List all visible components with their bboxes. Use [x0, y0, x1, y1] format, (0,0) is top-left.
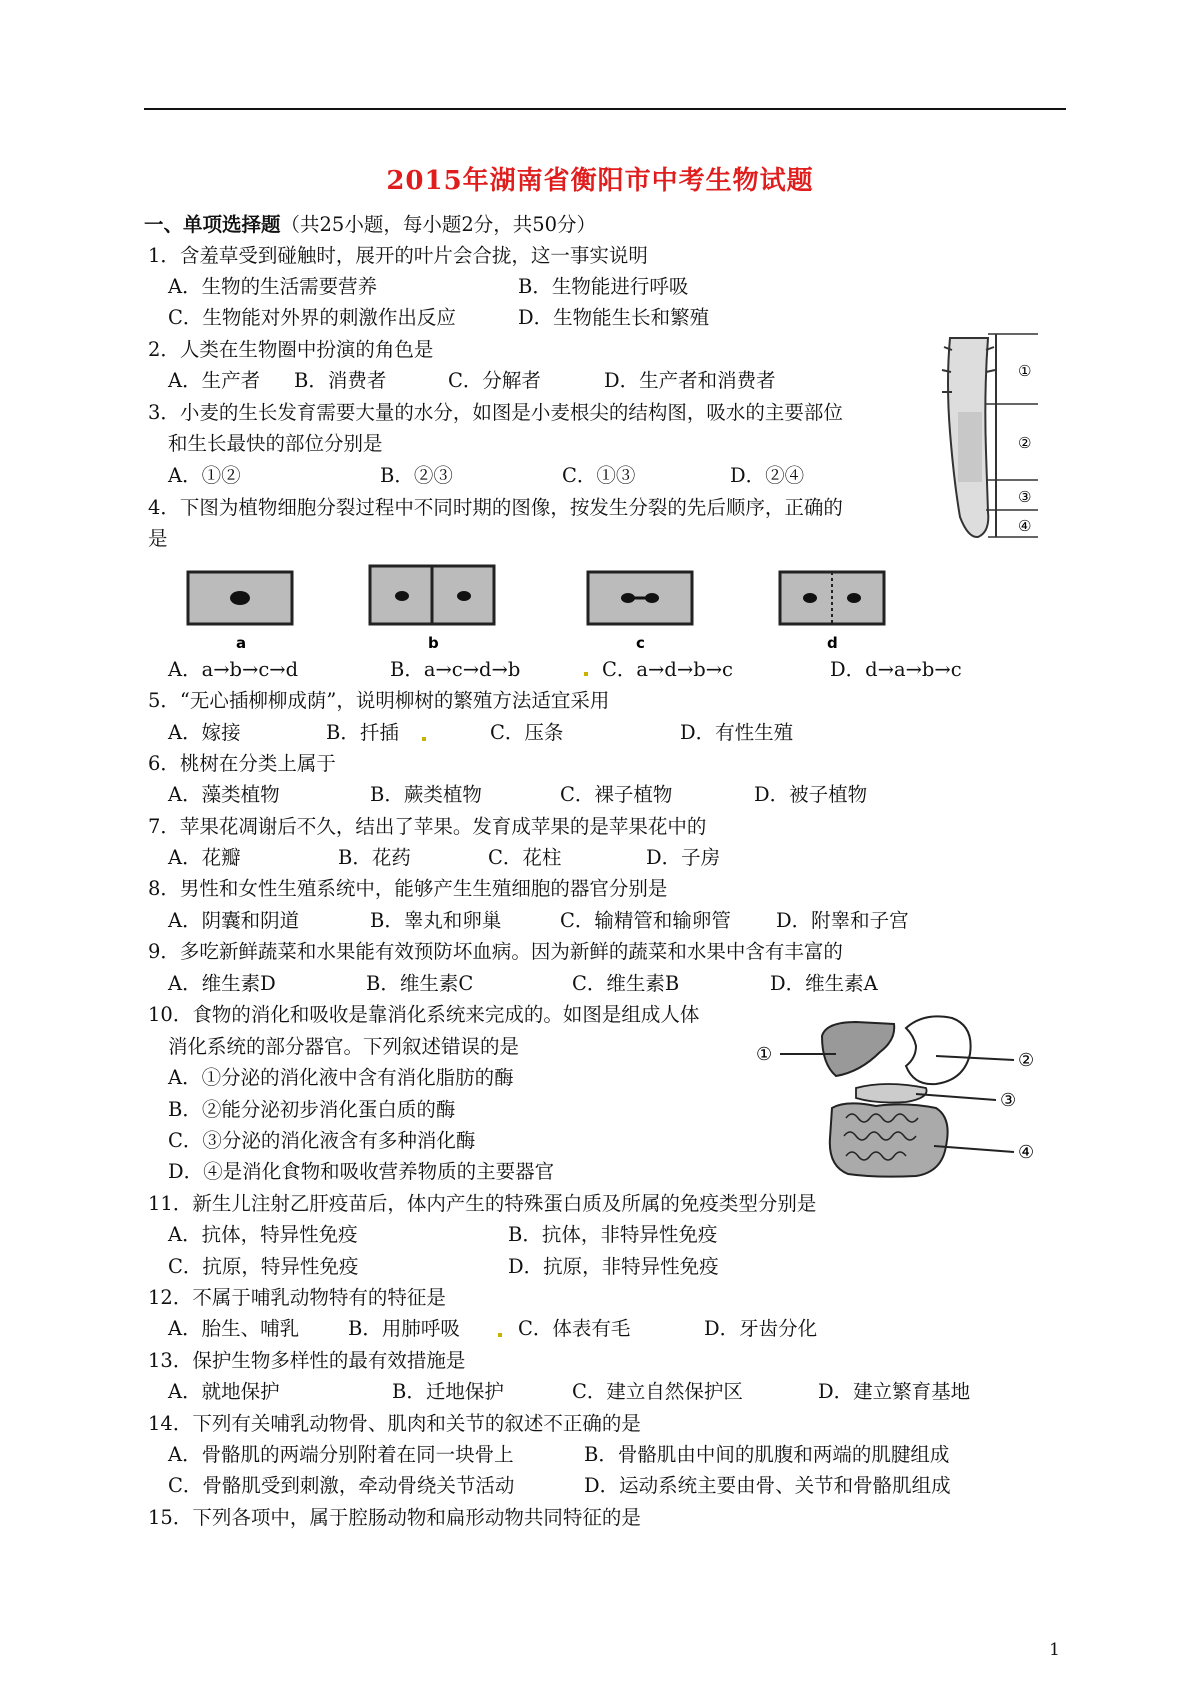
option: C．裸子植物 [560, 783, 673, 806]
option: B．抗体，非特异性免疫 [508, 1223, 718, 1246]
option: B．蕨类植物 [370, 783, 482, 806]
digest-label-4: ④ [1018, 1142, 1035, 1163]
option: D．生物能生长和繁殖 [518, 306, 710, 329]
digestive-organs-figure [756, 1006, 1046, 1182]
option: C．体表有毛 [518, 1317, 631, 1340]
question-stem-cont: 消化系统的部分器官。下列叙述错误的是 [168, 1035, 520, 1058]
option: C．压条 [490, 721, 564, 744]
page-title: 2015年湖南省衡阳市中考生物试题 [386, 166, 814, 196]
option: D．d→a→b→c [830, 658, 962, 681]
cell-division-figure [170, 556, 940, 656]
section-heading [144, 213, 596, 237]
option: C．a→d→b→c [602, 658, 733, 681]
option: B．用肺呼吸 [348, 1317, 460, 1340]
option: A．生物的生活需要营养 [168, 275, 378, 298]
option: A．就地保护 [168, 1380, 280, 1403]
question-stem: 3．小麦的生长发育需要大量的水分，如图是小麦根尖的结构图，吸水的主要部位 [148, 401, 843, 424]
option: D．抗原，非特异性免疫 [508, 1255, 719, 1278]
question-stem: 7．苹果花凋谢后不久，结出了苹果。发育成苹果的是苹果花中的 [148, 815, 707, 838]
option: D．④是消化食物和吸收营养物质的主要器官 [168, 1160, 555, 1183]
option: C．①③ [562, 464, 636, 487]
question-stem: 2．人类在生物圈中扮演的角色是 [148, 338, 434, 361]
root-label-1: ① [1018, 362, 1032, 380]
cell-label-a: a [236, 634, 247, 652]
option: A．胎生、哺乳 [168, 1317, 300, 1340]
option: B．消费者 [294, 369, 387, 392]
option: C．骨骼肌受到刺激，牵动骨绕关节活动 [168, 1474, 515, 1497]
root-label-4: ④ [1018, 517, 1032, 535]
cell-label-c: c [636, 634, 645, 652]
mark-dot [584, 672, 588, 676]
option: B．睾丸和卵巢 [370, 909, 502, 932]
question-stem: 4．下图为植物细胞分裂过程中不同时期的图像，按发生分裂的先后顺序，正确的 [148, 496, 843, 519]
option: A．骨骼肌的两端分别附着在同一块骨上 [168, 1443, 514, 1466]
option: B．②③ [380, 464, 453, 487]
option: C．分解者 [448, 369, 541, 392]
option: C．生物能对外界的刺激作出反应 [168, 306, 456, 329]
mark-dot [422, 737, 426, 741]
option: A．①分泌的消化液中含有消化脂肪的酶 [168, 1066, 514, 1089]
option: A．藻类植物 [168, 783, 280, 806]
option: B．②能分泌初步消化蛋白质的酶 [168, 1098, 456, 1121]
digest-label-3: ③ [1000, 1090, 1017, 1111]
question-stem: 1．含羞草受到碰触时，展开的叶片会合拢，这一事实说明 [148, 244, 648, 267]
option: C．花柱 [488, 846, 562, 869]
digest-label-2: ② [1018, 1050, 1035, 1071]
option: A．维生素D [168, 972, 276, 995]
option: A．嫁接 [168, 721, 241, 744]
question-stem: 9．多吃新鲜蔬菜和水果能有效预防坏血病。因为新鲜的蔬菜和水果中含有丰富的 [148, 940, 843, 963]
option: A．a→b→c→d [168, 658, 299, 681]
question-stem: 15．下列各项中，属于腔肠动物和扁形动物共同特征的是 [148, 1506, 641, 1529]
option: B．骨骼肌由中间的肌腹和两端的肌腱组成 [584, 1443, 950, 1466]
option: D．有性生殖 [680, 721, 794, 744]
question-stem: 6．桃树在分类上属于 [148, 752, 336, 775]
option: B．花药 [338, 846, 411, 869]
cell-label-b: b [428, 634, 439, 652]
question-stem: 5．“无心插柳柳成荫”，说明柳树的繁殖方法适宜采用 [148, 689, 610, 712]
option: C．抗原，特异性免疫 [168, 1255, 359, 1278]
option: A．生产者 [168, 369, 261, 392]
option: D．运动系统主要由骨、关节和骨骼肌组成 [584, 1474, 951, 1497]
option: D．②④ [730, 464, 805, 487]
cell-label-d: d [827, 634, 838, 652]
option: A．阴囊和阴道 [168, 909, 300, 932]
question-stem-cont: 和生长最快的部位分别是 [168, 432, 383, 455]
section-note: （共25小题，每小题2分，共50分） [280, 213, 597, 236]
option: B．扦插 [326, 721, 399, 744]
digest-label-1: ① [756, 1044, 773, 1065]
option: C．输精管和输卵管 [560, 909, 731, 932]
question-stem-cont: 是 [148, 527, 168, 550]
mark-dot [498, 1333, 502, 1337]
root-label-2: ② [1018, 434, 1032, 452]
option: D．生产者和消费者 [604, 369, 776, 392]
option: A．抗体，特异性免疫 [168, 1223, 358, 1246]
option: B．生物能进行呼吸 [518, 275, 689, 298]
option: C．建立自然保护区 [572, 1380, 743, 1403]
option: B．维生素C [366, 972, 474, 995]
option: B．a→c→d→b [390, 658, 521, 681]
question-stem: 11．新生儿注射乙肝疫苗后，体内产生的特殊蛋白质及所属的免疫类型分别是 [148, 1192, 817, 1215]
page-number: 1 [1049, 1640, 1060, 1660]
question-stem: 10．食物的消化和吸收是靠消化系统来完成的。如图是组成人体 [148, 1003, 700, 1026]
option: D．子房 [646, 846, 721, 869]
option: D．附睾和子宫 [776, 909, 909, 932]
section-label: 一、单项选择题 [144, 213, 281, 236]
option: B．迁地保护 [392, 1380, 504, 1403]
root-tip-figure [928, 332, 1052, 546]
option: D．被子植物 [754, 783, 868, 806]
option: D．牙齿分化 [704, 1317, 818, 1340]
option: C．③分泌的消化液含有多种消化酶 [168, 1129, 476, 1152]
option: A．花瓣 [168, 846, 241, 869]
root-label-3: ③ [1018, 488, 1032, 506]
header-rule [144, 108, 1066, 110]
option: D．维生素A [770, 972, 878, 995]
question-stem: 12．不属于哺乳动物特有的特征是 [148, 1286, 446, 1309]
option: C．维生素B [572, 972, 680, 995]
option: A．①② [168, 464, 241, 487]
option: D．建立繁育基地 [818, 1380, 971, 1403]
question-stem: 14．下列有关哺乳动物骨、肌肉和关节的叙述不正确的是 [148, 1412, 641, 1435]
question-stem: 13．保护生物多样性的最有效措施是 [148, 1349, 466, 1372]
question-stem: 8．男性和女性生殖系统中，能够产生生殖细胞的器官分别是 [148, 877, 668, 900]
